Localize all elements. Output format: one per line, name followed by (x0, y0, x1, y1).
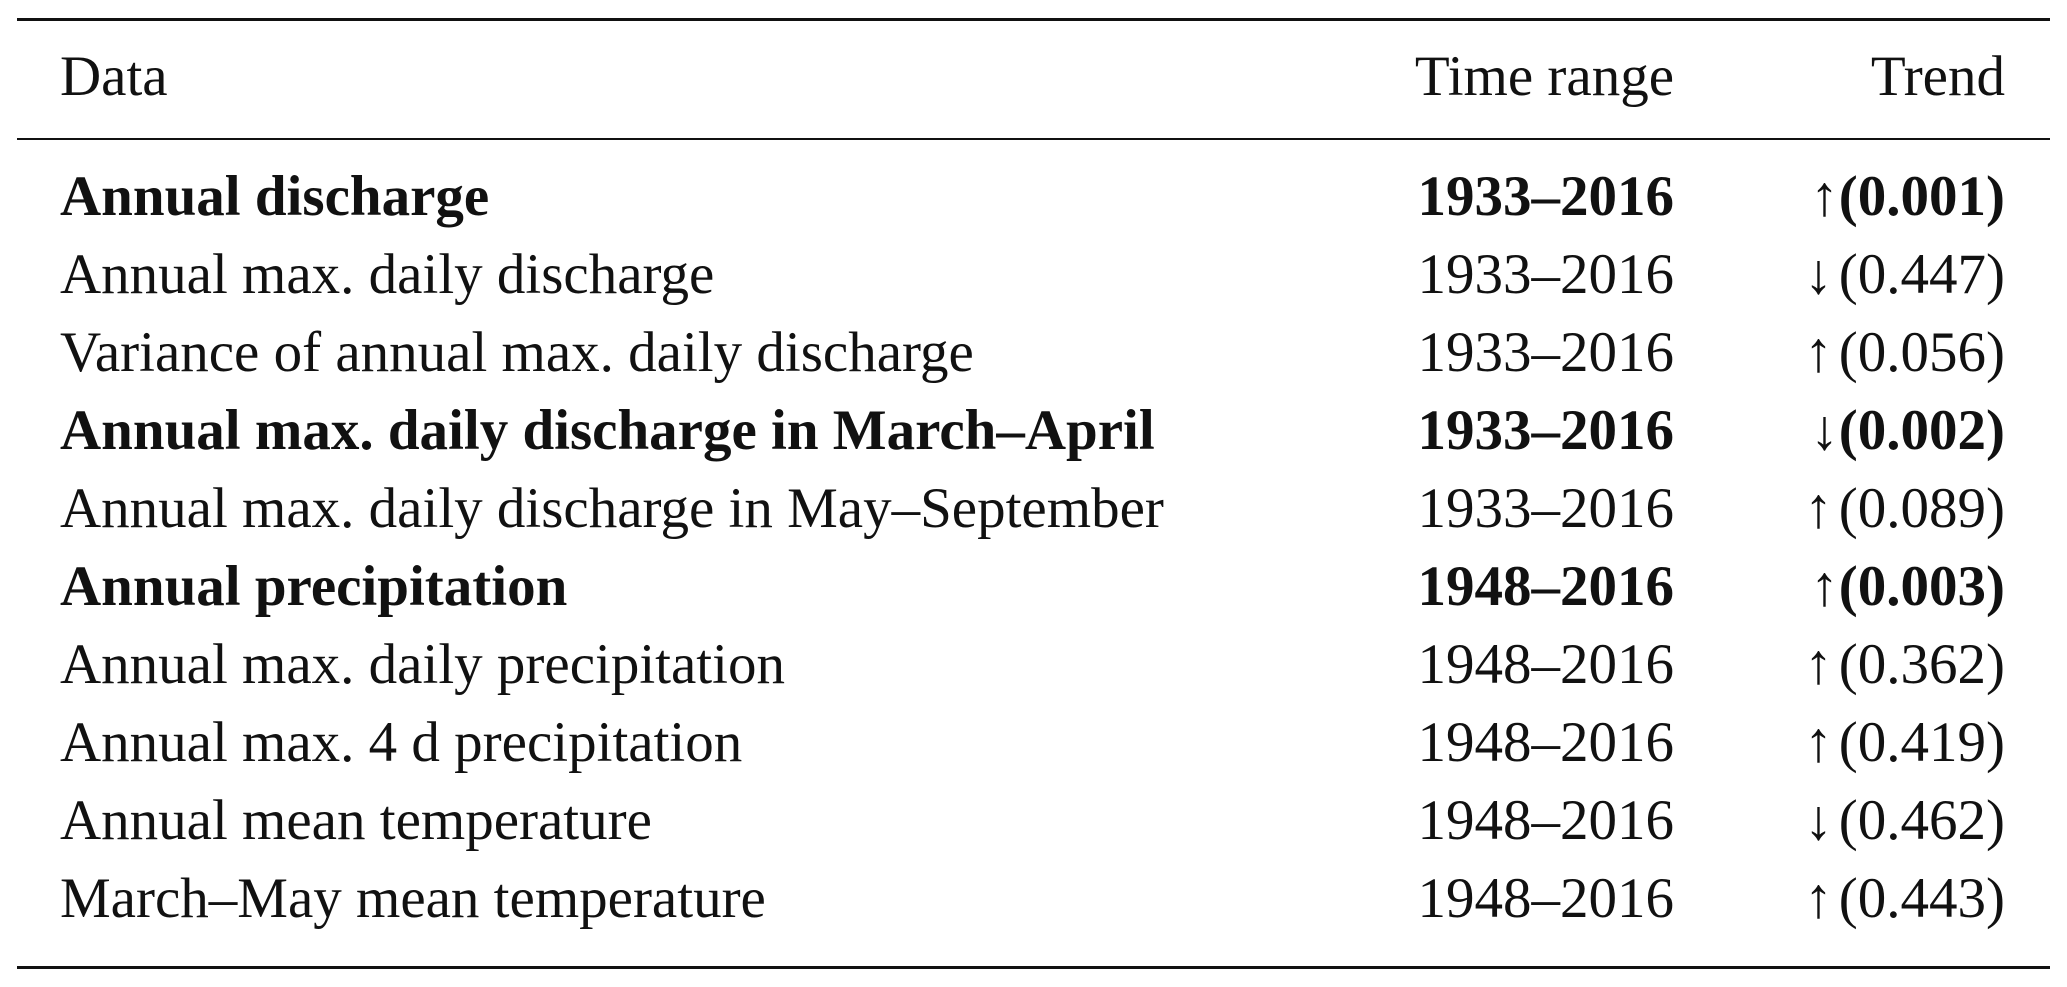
row-time-range: 1948–2016 (1417, 867, 1674, 930)
top-rule (17, 18, 2050, 21)
trend-arrow-icon: ↓ (1804, 789, 1833, 852)
bottom-rule (17, 966, 2050, 969)
row-trend (1804, 314, 2005, 392)
row-time-range: 1933–2016 (1417, 399, 1674, 462)
row-data-label: Annual max. 4 d precipitation (60, 711, 743, 774)
row-time-range: 1933–2016 (1417, 321, 1674, 384)
row-trend (1804, 782, 2005, 860)
row-trend (1804, 236, 2005, 314)
row-data-label: Annual max. daily discharge in March–April (60, 399, 1155, 462)
trend-arrow-icon: ↑ (1804, 633, 1833, 696)
trend-arrow-icon: ↑ (1804, 711, 1833, 774)
table-row (0, 470, 2067, 548)
table-row (0, 782, 2067, 860)
row-trend (1810, 392, 2005, 470)
row-p-value: (0.003) (1838, 555, 2005, 618)
row-data-label: Annual max. daily discharge (60, 243, 715, 306)
row-p-value: (0.001) (1838, 165, 2005, 228)
table-row (0, 548, 2067, 626)
row-data-label: Annual precipitation (60, 555, 568, 618)
table-row (0, 236, 2067, 314)
row-p-value: (0.362) (1838, 633, 2005, 696)
row-p-value: (0.089) (1838, 477, 2005, 540)
trend-arrow-icon: ↓ (1810, 399, 1839, 462)
row-trend (1804, 470, 2005, 548)
row-data-label: Variance of annual max. daily discharge (60, 321, 974, 384)
header-time-range: Time range (1414, 45, 1674, 108)
row-time-range: 1948–2016 (1417, 555, 1674, 618)
trend-arrow-icon: ↑ (1804, 321, 1833, 384)
row-p-value: (0.447) (1838, 243, 2005, 306)
trend-arrow-icon: ↓ (1804, 243, 1833, 306)
row-time-range: 1933–2016 (1417, 165, 1674, 228)
row-time-range: 1933–2016 (1417, 477, 1674, 540)
table-row (0, 626, 2067, 704)
row-p-value: (0.056) (1838, 321, 2005, 384)
row-data-label: Annual max. daily precipitation (60, 633, 785, 696)
row-p-value: (0.462) (1838, 789, 2005, 852)
row-p-value: (0.002) (1838, 399, 2005, 462)
row-time-range: 1948–2016 (1417, 711, 1674, 774)
row-data-label: Annual mean temperature (60, 789, 652, 852)
row-trend (1804, 860, 2005, 938)
row-time-range: 1948–2016 (1417, 633, 1674, 696)
row-data-label: Annual max. daily discharge in May–September (60, 477, 1164, 540)
trend-arrow-icon: ↑ (1810, 555, 1839, 618)
row-data-label: March–May mean temperature (60, 867, 766, 930)
table-row (0, 158, 2067, 236)
trend-arrow-icon: ↑ (1810, 165, 1839, 228)
row-p-value: (0.443) (1838, 867, 2005, 930)
table-row (0, 392, 2067, 470)
table-row (0, 704, 2067, 782)
row-p-value: (0.419) (1838, 711, 2005, 774)
row-trend (1810, 548, 2005, 626)
row-data-label: Annual discharge (60, 165, 490, 228)
header-rule (17, 138, 2050, 140)
table-row (0, 860, 2067, 938)
row-time-range: 1933–2016 (1417, 243, 1674, 306)
trend-arrow-icon: ↑ (1804, 867, 1833, 930)
row-time-range: 1948–2016 (1417, 789, 1674, 852)
trend-arrow-icon: ↑ (1804, 477, 1833, 540)
row-trend (1804, 626, 2005, 704)
table-row (0, 314, 2067, 392)
header-data: Data (60, 45, 168, 108)
row-trend (1804, 704, 2005, 782)
table-header-row (0, 38, 2067, 116)
header-trend: Trend (1870, 45, 2005, 108)
row-trend (1810, 158, 2005, 236)
